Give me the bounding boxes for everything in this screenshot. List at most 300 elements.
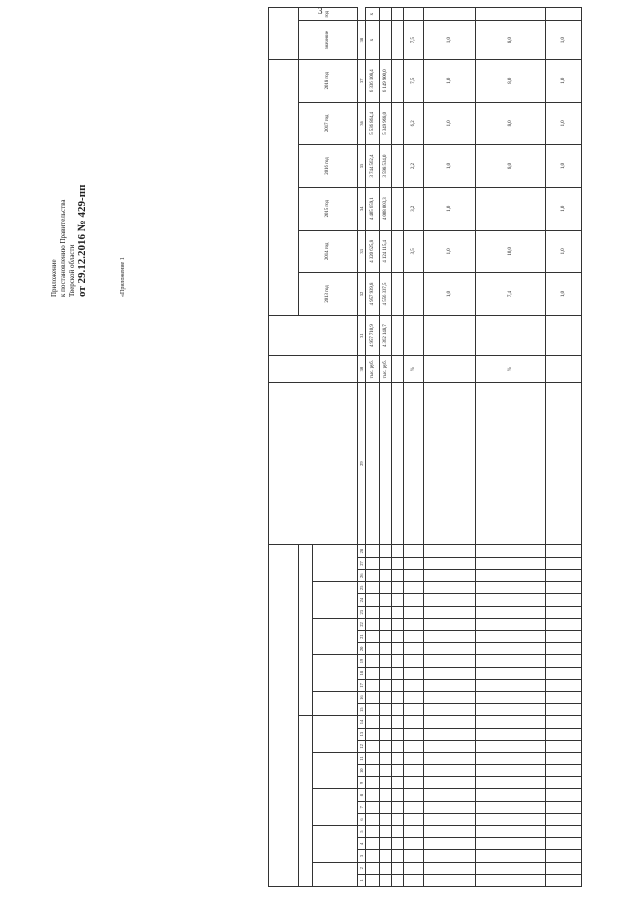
code-cell	[366, 826, 380, 838]
cell-unit: %	[476, 356, 546, 382]
code-cell	[404, 874, 424, 886]
code-cell	[366, 692, 380, 704]
cell-year: х	[366, 8, 380, 21]
code-cell	[476, 862, 546, 874]
code-cell	[380, 570, 392, 582]
column-index: 3	[358, 850, 366, 862]
cell-value	[392, 21, 404, 60]
cell-f2013	[546, 315, 582, 356]
code-cell	[546, 740, 582, 752]
code-cell	[546, 850, 582, 862]
cell-unit	[546, 356, 582, 382]
code-cell	[476, 740, 546, 752]
code-cell	[476, 777, 546, 789]
code-cell	[476, 850, 546, 862]
cell-unit: %	[404, 356, 424, 382]
cell-value: х	[366, 21, 380, 60]
cell-y2018: 6 336 108,4	[366, 59, 380, 102]
code-cell	[404, 801, 424, 813]
year-2014-header: 2014 год	[299, 230, 358, 273]
column-index: 10	[358, 765, 366, 777]
code-cell	[546, 631, 582, 643]
cell-y2016: 1,0	[546, 145, 582, 188]
code-cell	[546, 582, 582, 594]
column-index: 33	[358, 230, 366, 273]
code-cell	[546, 643, 582, 655]
cell-year	[404, 8, 424, 21]
code-cell	[366, 740, 380, 752]
cell-y2014: 4 124 115,4	[380, 230, 392, 273]
code-cell	[424, 545, 476, 558]
code-cell	[392, 606, 404, 618]
cell-name	[366, 382, 380, 545]
cell-unit	[424, 356, 476, 382]
cell-y2016: 1,0	[424, 145, 476, 188]
code-cell	[366, 850, 380, 862]
code-cell	[424, 570, 476, 582]
code-cell	[380, 838, 392, 850]
column-index: 18	[358, 667, 366, 679]
cell-f2013	[392, 315, 404, 356]
cell-unit	[392, 356, 404, 382]
cell-y2015: 4 008 003,3	[380, 187, 392, 230]
cell-value: 1,0	[546, 21, 582, 60]
code-cell	[366, 606, 380, 618]
code-cell	[392, 862, 404, 874]
column-index: 16	[358, 692, 366, 704]
code-cell	[404, 704, 424, 716]
cell-f2013	[424, 315, 476, 356]
column-index: 37	[358, 59, 366, 102]
cell-y2018: 6 149 900,0	[380, 59, 392, 102]
code-cell	[546, 752, 582, 764]
code-cell	[404, 813, 424, 825]
rotated-sheet	[30, 7, 620, 887]
cell-unit: тыс. руб.	[380, 356, 392, 382]
column-index: 12	[358, 740, 366, 752]
code-cell	[404, 655, 424, 667]
column-index: 6	[358, 813, 366, 825]
sub-header	[313, 618, 358, 655]
sub-header	[313, 826, 358, 863]
code-cell	[366, 813, 380, 825]
cell-y2013: 7,4	[476, 273, 546, 316]
code-cell	[366, 667, 380, 679]
code-cell	[546, 679, 582, 691]
column-index: 4	[358, 838, 366, 850]
code-cell	[476, 545, 546, 558]
column-index: 8	[358, 789, 366, 801]
year-2015-header: 2015 год	[299, 187, 358, 230]
code-cell	[424, 765, 476, 777]
code-cell	[476, 606, 546, 618]
code-cell	[392, 631, 404, 643]
code-cell	[392, 826, 404, 838]
year-header: год	[299, 8, 358, 21]
code-cell	[476, 728, 546, 740]
value-header: значение	[299, 21, 358, 60]
cell-y2016: 3 744 562,4	[366, 145, 380, 188]
code-cell	[380, 692, 392, 704]
code-cell	[392, 582, 404, 594]
table-row	[546, 8, 582, 887]
code-cell	[366, 716, 380, 728]
code-cell	[380, 826, 392, 838]
cell-y2017	[392, 102, 404, 145]
code-cell	[404, 692, 424, 704]
code-cell	[366, 801, 380, 813]
code-cell	[546, 618, 582, 630]
code-cell	[404, 826, 424, 838]
code-cell	[392, 594, 404, 606]
cell-value	[380, 21, 392, 60]
code-cell	[424, 606, 476, 618]
code-cell	[404, 777, 424, 789]
cell-f2013: 4 957 710,9	[366, 315, 380, 356]
cell-name	[476, 382, 546, 545]
code-cell	[366, 862, 380, 874]
code-cell	[424, 667, 476, 679]
code-cell	[380, 813, 392, 825]
code-cell	[546, 862, 582, 874]
year-2017-header: 2017 год	[299, 102, 358, 145]
code-cell	[424, 850, 476, 862]
column-index: 31	[358, 315, 366, 356]
column-index: 22	[358, 618, 366, 630]
code-cell	[366, 679, 380, 691]
column-index: 28	[358, 545, 366, 558]
column-index: 19	[358, 655, 366, 667]
cell-y2018: 1,0	[424, 59, 476, 102]
sub-header	[313, 545, 358, 582]
appendix-date: от 29.12.2016 № 429-пп	[76, 184, 88, 297]
code-cell	[546, 789, 582, 801]
cell-year	[392, 8, 404, 21]
column-index: 32	[358, 273, 366, 316]
code-cell	[366, 570, 380, 582]
column-index: 25	[358, 582, 366, 594]
cell-year	[380, 8, 392, 21]
code-cell	[404, 667, 424, 679]
code-cell	[380, 777, 392, 789]
sub-appendix-line1: «Приложение 1	[120, 257, 126, 297]
column-index: 29	[358, 382, 366, 545]
cell-name	[380, 382, 392, 545]
code-cell	[424, 655, 476, 667]
code-cell	[366, 874, 380, 886]
cell-unit: тыс. руб.	[366, 356, 380, 382]
code-cell	[366, 582, 380, 594]
code-cell	[366, 728, 380, 740]
code-cell	[366, 618, 380, 630]
code-cell	[366, 631, 380, 643]
code-cell	[392, 667, 404, 679]
code-cell	[546, 545, 582, 558]
code-cell	[380, 557, 392, 569]
code-cell	[404, 716, 424, 728]
cell-y2014: 1,0	[546, 230, 582, 273]
code-cell	[380, 801, 392, 813]
cell-y2013: 1,0	[424, 273, 476, 316]
code-cell	[392, 643, 404, 655]
code-cell	[476, 582, 546, 594]
cell-y2016	[392, 145, 404, 188]
column-index: 2	[358, 862, 366, 874]
column-index-row	[358, 8, 366, 887]
code-cell	[404, 765, 424, 777]
code-cell	[404, 545, 424, 558]
code-cell	[366, 704, 380, 716]
code-cell	[404, 838, 424, 850]
code-cell	[404, 570, 424, 582]
column-index: 26	[358, 570, 366, 582]
appendix-block	[50, 185, 87, 297]
code-cell	[392, 777, 404, 789]
code-cell	[380, 752, 392, 764]
code-cell	[366, 765, 380, 777]
code-cell	[546, 557, 582, 569]
code-cell	[424, 801, 476, 813]
cell-name	[404, 382, 424, 545]
column-index: 15	[358, 704, 366, 716]
code-cell	[392, 557, 404, 569]
code-cell	[424, 862, 476, 874]
code-cell	[380, 582, 392, 594]
cell-y2017: 5 349 968,0	[380, 102, 392, 145]
column-index: 17	[358, 679, 366, 691]
cell-y2014: 10,0	[476, 230, 546, 273]
code-cell	[366, 838, 380, 850]
cell-y2013: 1,0	[546, 273, 582, 316]
code-cell	[424, 594, 476, 606]
budget-section-header	[299, 716, 313, 887]
code-cell	[392, 740, 404, 752]
sub-header	[313, 789, 358, 826]
table-row	[380, 8, 392, 887]
code-cell	[546, 801, 582, 813]
code-cell	[366, 789, 380, 801]
code-cell	[392, 679, 404, 691]
code-cell	[546, 826, 582, 838]
code-cell	[380, 631, 392, 643]
program-years-header	[269, 59, 299, 315]
cell-y2018: 7,5	[404, 59, 424, 102]
program-table	[268, 7, 582, 887]
code-cell	[424, 728, 476, 740]
column-index: 34	[358, 187, 366, 230]
cell-y2015: 3,2	[404, 187, 424, 230]
sub-header	[313, 752, 358, 789]
code-cell	[392, 728, 404, 740]
code-cell	[380, 545, 392, 558]
cell-f2013: 4 362 148,7	[380, 315, 392, 356]
code-cell	[424, 789, 476, 801]
code-cell	[546, 570, 582, 582]
code-cell	[380, 765, 392, 777]
page-number: 3	[318, 6, 323, 16]
cell-y2014: 3,5	[404, 230, 424, 273]
appendix-title: Приложение	[50, 259, 58, 297]
code-cell	[476, 667, 546, 679]
cell-y2015	[392, 187, 404, 230]
code-cell	[476, 801, 546, 813]
code-cell	[476, 752, 546, 764]
code-cell	[392, 545, 404, 558]
code-cell	[392, 801, 404, 813]
code-cell	[476, 874, 546, 886]
code-cell	[392, 655, 404, 667]
code-cell	[546, 655, 582, 667]
code-cell	[424, 813, 476, 825]
cell-y2018: 1,0	[546, 59, 582, 102]
code-cell	[476, 838, 546, 850]
code-cell	[546, 716, 582, 728]
table-row	[424, 8, 476, 887]
cell-y2015: 1,0	[546, 187, 582, 230]
cell-year	[476, 8, 546, 21]
unit-header	[269, 356, 358, 382]
code-cell	[476, 618, 546, 630]
column-index: 9	[358, 777, 366, 789]
cell-name	[392, 382, 404, 545]
code-cell	[424, 631, 476, 643]
code-cell	[392, 692, 404, 704]
code-cell	[546, 704, 582, 716]
code-cell	[546, 765, 582, 777]
column-index: 11	[358, 752, 366, 764]
code-cell	[392, 765, 404, 777]
code-cell	[476, 557, 546, 569]
cell-y2015: 1,0	[424, 187, 476, 230]
column-index: 30	[358, 356, 366, 382]
code-cell	[404, 582, 424, 594]
sub-header	[313, 582, 358, 619]
column-index: 23	[358, 606, 366, 618]
code-cell	[392, 813, 404, 825]
code-cell	[392, 874, 404, 886]
code-cell	[424, 716, 476, 728]
code-cell	[404, 862, 424, 874]
sub-appendix-block	[120, 257, 128, 297]
sub-header	[313, 862, 358, 886]
code-cell	[366, 777, 380, 789]
cell-f2013	[476, 315, 546, 356]
program-name-header	[269, 382, 358, 545]
code-cell	[476, 643, 546, 655]
code-cell	[392, 570, 404, 582]
column-index: 24	[358, 594, 366, 606]
program-table-wrap	[268, 7, 620, 887]
code-cell	[392, 838, 404, 850]
column-index: 1	[358, 874, 366, 886]
cell-value: 8,0	[476, 21, 546, 60]
code-cell	[380, 704, 392, 716]
code-cell	[546, 813, 582, 825]
column-index: 14	[358, 716, 366, 728]
code-cell	[424, 826, 476, 838]
code-cell	[424, 679, 476, 691]
code-cell	[546, 874, 582, 886]
cell-year	[546, 8, 582, 21]
code-cell	[404, 679, 424, 691]
code-cell	[404, 618, 424, 630]
cell-y2017: 1,0	[546, 102, 582, 145]
cell-name	[546, 382, 582, 545]
cell-y2016: 2,2	[404, 145, 424, 188]
code-cell	[366, 643, 380, 655]
cell-y2013: 4 556 337,5	[380, 273, 392, 316]
column-index: 38	[358, 21, 366, 60]
code-cell	[476, 765, 546, 777]
code-cell	[366, 655, 380, 667]
code-cell	[392, 716, 404, 728]
code-cell	[404, 606, 424, 618]
column-index: 27	[358, 557, 366, 569]
code-cell	[424, 752, 476, 764]
final-result-header	[269, 8, 299, 60]
table-row	[404, 8, 424, 887]
additional-code-header	[299, 545, 313, 716]
code-cell	[424, 582, 476, 594]
code-cell	[476, 716, 546, 728]
code-cell	[380, 716, 392, 728]
cell-y2014: 1,0	[424, 230, 476, 273]
code-cell	[424, 557, 476, 569]
cell-y2013	[392, 273, 404, 316]
code-cell	[366, 557, 380, 569]
column-index: 36	[358, 102, 366, 145]
cell-year	[424, 8, 476, 21]
code-cell	[476, 655, 546, 667]
code-cell	[380, 594, 392, 606]
code-cell	[424, 704, 476, 716]
code-cell	[392, 789, 404, 801]
code-cell	[424, 838, 476, 850]
column-index: 5	[358, 826, 366, 838]
cell-y2018	[392, 59, 404, 102]
code-cell	[366, 752, 380, 764]
column-index: 13	[358, 728, 366, 740]
code-cell	[476, 631, 546, 643]
code-cell	[424, 874, 476, 886]
code-cell	[380, 728, 392, 740]
code-cell	[404, 728, 424, 740]
code-cell	[366, 594, 380, 606]
year-2013-header: 2013 год	[299, 273, 358, 316]
code-cell	[546, 838, 582, 850]
code-cell	[546, 594, 582, 606]
table-row	[366, 8, 380, 887]
code-cell	[380, 850, 392, 862]
year-2016-header: 2016 год	[299, 145, 358, 188]
code-cell	[476, 704, 546, 716]
cell-f2013	[404, 315, 424, 356]
code-cell	[366, 545, 380, 558]
sub-header	[313, 692, 358, 716]
code-cell	[392, 704, 404, 716]
code-cell	[380, 862, 392, 874]
table-row	[476, 8, 546, 887]
cell-name	[424, 382, 476, 545]
code-cell	[392, 752, 404, 764]
cell-y2017: 6,2	[404, 102, 424, 145]
code-cell	[380, 679, 392, 691]
column-index: 35	[358, 145, 366, 188]
code-cell	[404, 594, 424, 606]
code-cell	[424, 618, 476, 630]
cell-y2016: 3 598 534,0	[380, 145, 392, 188]
cell-value: 1,0	[424, 21, 476, 60]
